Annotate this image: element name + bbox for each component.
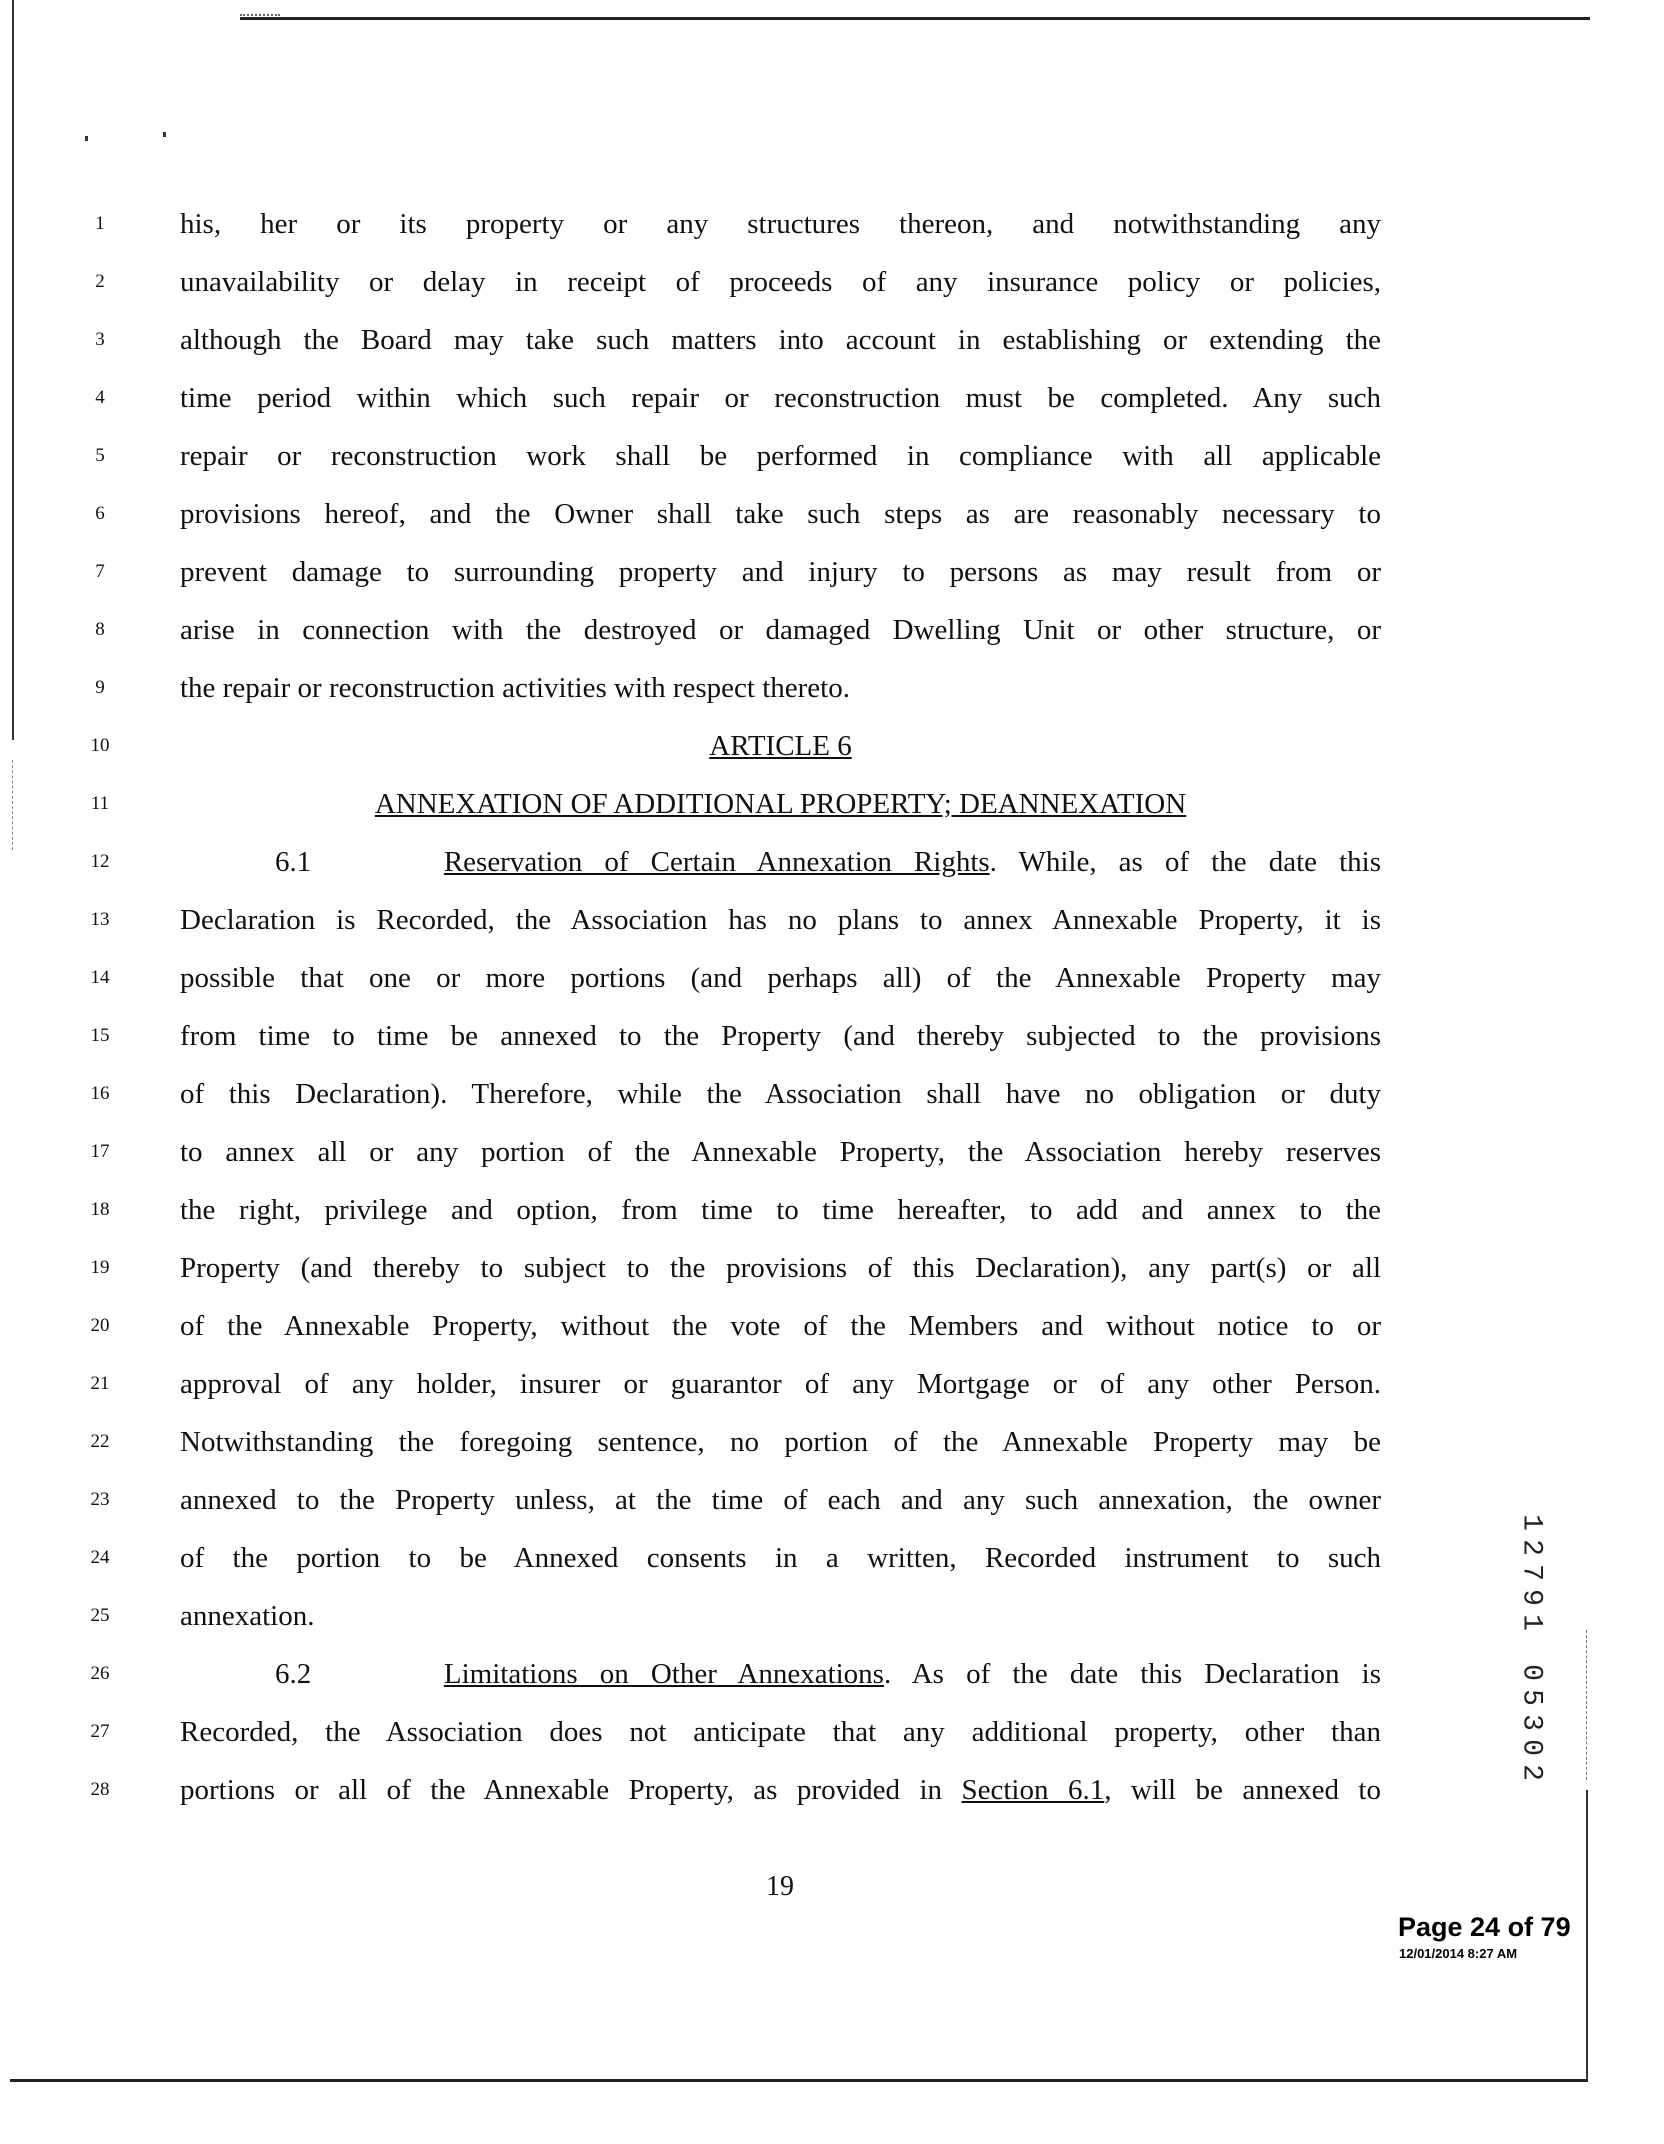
text-line-17: to annex all or any portion of the Annexable Property, the Association hereby reserves bbox=[180, 1136, 1381, 1168]
line-number: 8 bbox=[95, 619, 105, 640]
recording-digit: 9 bbox=[1515, 1589, 1547, 1606]
section-6-2-heading-line bbox=[180, 1654, 1381, 1694]
line-number: 4 bbox=[95, 387, 105, 408]
article-number bbox=[180, 726, 1381, 766]
top-rule bbox=[240, 17, 1590, 20]
scan-speck bbox=[163, 132, 166, 137]
text-line-13: Declaration is Recorded, the Association has no plans to annex Annexable Property, it is bbox=[180, 904, 1381, 936]
article-title-text: ANNEXATION OF ADDITIONAL PROPERTY; DEANNEXATION bbox=[374, 788, 1187, 820]
text-line-15: from time to time be annexed to the Property (and thereby subjected to the provisions bbox=[180, 1020, 1381, 1052]
article-title bbox=[180, 784, 1381, 824]
line-number: 20 bbox=[90, 1315, 110, 1336]
text-line-8: arise in connection with the destroyed or damaged Dwelling Unit or other structure, or bbox=[180, 614, 1381, 646]
text-line-14: possible that one or more portions (and perhaps all) of the Annexable Property may bbox=[180, 962, 1381, 994]
section-heading-rest: . As of the date this Declaration is bbox=[883, 1658, 1381, 1690]
recording-digit: 2 bbox=[1515, 1539, 1547, 1556]
line-number: 9 bbox=[95, 677, 105, 698]
line-number: 26 bbox=[90, 1663, 110, 1684]
recorder-page-stamp: Page 24 of 79 bbox=[1398, 1912, 1571, 1942]
recording-digit: 1 bbox=[1515, 1514, 1547, 1531]
line-number: 1 bbox=[95, 213, 105, 234]
left-margin-rule bbox=[12, 0, 14, 740]
text-line-9: the repair or reconstruction activities with respect thereto. bbox=[180, 672, 850, 704]
recording-digit: 5 bbox=[1515, 1689, 1547, 1706]
line-number: 19 bbox=[90, 1257, 110, 1278]
section-heading: Reservation of Certain Annexation Rights bbox=[443, 846, 990, 878]
text-line-4: time period within which such repair or reconstruction must be completed. Any such bbox=[180, 382, 1381, 414]
section-number: 6.2 bbox=[275, 1658, 312, 1690]
text-line-2: unavailability or delay in receipt of proceeds of any insurance policy or policies, bbox=[180, 266, 1381, 298]
line-number: 22 bbox=[90, 1431, 110, 1452]
line-number: 24 bbox=[90, 1547, 110, 1568]
line-number: 15 bbox=[90, 1025, 110, 1046]
text-line-6: provisions hereof, and the Owner shall take such steps as are reasonably necessary to bbox=[180, 498, 1381, 530]
line-number: 11 bbox=[90, 793, 110, 814]
text-line-27: Recorded, the Association does not anticipate that any additional property, other than bbox=[180, 1716, 1381, 1748]
text-line-20: of the Annexable Property, without the vote of the Members and without notice to or bbox=[180, 1310, 1381, 1342]
text-line-1: his, her or its property or any structures thereon, and notwithstanding any bbox=[180, 208, 1381, 240]
recording-digit: 1 bbox=[1515, 1614, 1547, 1631]
text-line-22: Notwithstanding the foregoing sentence, no portion of the Annexable Property may be bbox=[180, 1426, 1381, 1458]
recording-digit: 7 bbox=[1515, 1564, 1547, 1581]
right-margin-rule-faint bbox=[1586, 1630, 1588, 1780]
line-number: 12 bbox=[90, 851, 110, 872]
text-line-3: although the Board may take such matters into account in establishing or extending the bbox=[180, 324, 1381, 356]
text-line-19: Property (and thereby to subject to the provisions of this Declaration), any part(s) or all bbox=[180, 1252, 1381, 1284]
bottom-rule bbox=[10, 2079, 1588, 2082]
line-number: 10 bbox=[90, 735, 110, 756]
text-line-24: of the portion to be Annexed consents in a written, Recorded instrument to such bbox=[180, 1542, 1381, 1574]
line-number: 7 bbox=[95, 561, 105, 582]
recording-digit: 0 bbox=[1515, 1739, 1547, 1756]
line-number: 14 bbox=[90, 967, 110, 988]
line-number: 18 bbox=[90, 1199, 110, 1220]
text-line-18: the right, privilege and option, from time to time hereafter, to add and annex to the bbox=[180, 1194, 1381, 1226]
text-segment: portions or all of the Annexable Property, as provided in bbox=[180, 1774, 962, 1806]
text-segment: , will be annexed to bbox=[1104, 1774, 1381, 1806]
line-number: 27 bbox=[90, 1721, 110, 1742]
line-number: 13 bbox=[90, 909, 110, 930]
left-margin-rule-faint bbox=[12, 760, 14, 850]
recording-number-vertical bbox=[1516, 1510, 1546, 1785]
top-rule-dots bbox=[240, 14, 280, 16]
section-6-1-heading-line bbox=[180, 842, 1381, 882]
section-number: 6.1 bbox=[275, 846, 312, 878]
line-number: 2 bbox=[95, 271, 105, 292]
line-number: 5 bbox=[95, 445, 105, 466]
line-number: 3 bbox=[95, 329, 105, 350]
section-heading-rest: . While, as of the date this bbox=[989, 846, 1381, 878]
line-number: 25 bbox=[90, 1605, 110, 1626]
text-line-23: annexed to the Property unless, at the time of each and any such annexation, the owner bbox=[180, 1484, 1381, 1516]
scan-speck bbox=[85, 136, 88, 141]
line-number: 21 bbox=[90, 1373, 110, 1394]
text-line-28 bbox=[180, 1770, 1381, 1810]
text-line-7: prevent damage to surrounding property and injury to persons as may result from or bbox=[180, 556, 1381, 588]
recorder-date-stamp: 12/01/2014 8:27 AM bbox=[1399, 1946, 1518, 1961]
text-line-5: repair or reconstruction work shall be performed in compliance with all applicable bbox=[180, 440, 1381, 472]
line-number: 16 bbox=[90, 1083, 110, 1104]
section-reference: Section 6.1 bbox=[961, 1774, 1105, 1806]
line-number: 6 bbox=[95, 503, 105, 524]
recording-digit: 0 bbox=[1515, 1664, 1547, 1681]
article-number-text: ARTICLE 6 bbox=[709, 730, 852, 762]
text-line-25: annexation. bbox=[180, 1600, 315, 1632]
text-line-16: of this Declaration). Therefore, while the Association shall have no obligation or duty bbox=[180, 1078, 1381, 1110]
line-number: 23 bbox=[90, 1489, 110, 1510]
page-number: 19 bbox=[766, 1871, 794, 1902]
section-heading: Limitations on Other Annexations bbox=[443, 1658, 884, 1690]
recording-digit: 3 bbox=[1515, 1714, 1547, 1731]
recording-digit: 2 bbox=[1515, 1764, 1547, 1781]
line-number: 28 bbox=[90, 1779, 110, 1800]
text-line-21: approval of any holder, insurer or guarantor of any Mortgage or of any other Person. bbox=[180, 1368, 1381, 1400]
line-number: 17 bbox=[90, 1141, 110, 1162]
